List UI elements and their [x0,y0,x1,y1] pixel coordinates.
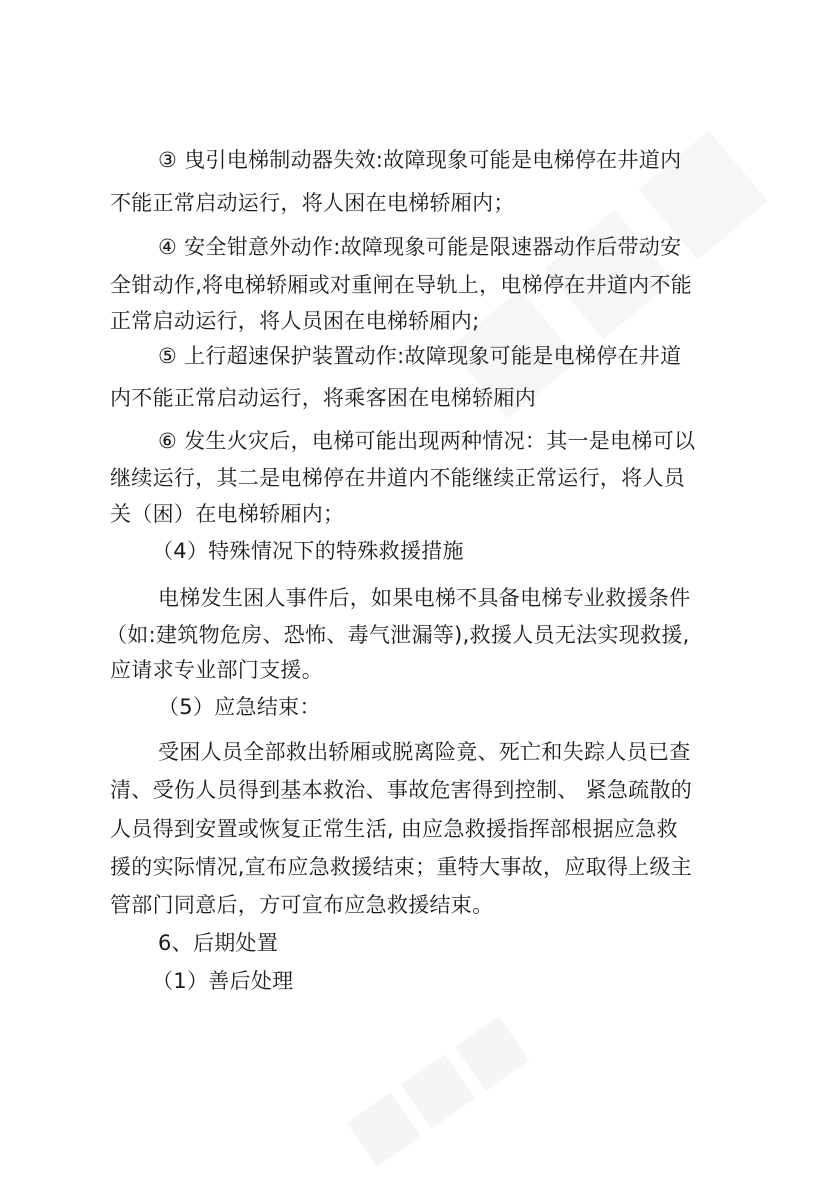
text-line: ⑤ 上行超速保护装置动作:故障现象可能是电梯停在井道 [158,344,682,368]
text-line: ⑥ 发生火灾后，电梯可能出现两种情况：其一是电梯可以 [158,429,696,453]
section-heading: （4）特殊情况下的特殊救援措施 [152,539,464,563]
section-heading: 6、后期处置 [158,931,279,955]
watermark-bottom [330,996,540,1177]
text-line: 不能正常启动运行，将人困在电梯轿厢内； [110,191,515,215]
section-heading: （1）善后处理 [152,969,294,993]
text-line: （如:建筑物危房、恐怖、毒气泄漏等),救援人员无法实现救援, [106,623,690,647]
text-line: 全钳动作,将电梯轿厢或对重闸在导轨上，电梯停在井道内不能 [110,273,693,297]
text-line: 应请求专业部门支援。 [110,658,323,682]
text-line: 内不能正常启动运行，将乘客困在电梯轿厢内 [110,386,536,410]
text-line: 正常启动运行，将人员困在电梯轿厢内; [110,309,480,333]
text-line: 援的实际情况,宣布应急救援结束；重特大事故，应取得上级主 [110,855,693,879]
text-line: 电梯发生困人事件后，如果电梯不具备电梯专业救援条件 [158,586,691,610]
text-line: 关（困）在电梯轿厢内； [110,502,345,526]
text-line: 人员得到安置或恢复正常生活, 由应急救援指挥部根据应急救 [110,817,678,841]
text-line: 受困人员全部救出轿厢或脱离险竟、死亡和失踪人员已查 [158,740,691,764]
text-line: 继续运行，其二是电梯停在井道内不能继续正常运行，将人员 [110,466,686,490]
text-line: ④ 安全钳意外动作:故障现象可能是限速器动作后带动安 [158,235,682,259]
text-line: 清、受伤人员得到基本救治、事故危害得到控制、 紧急疏散的 [110,778,693,802]
text-line: 管部门同意后，方可宣布应急救援结束。 [110,893,494,917]
text-line: ③ 曳引电梯制动器失效:故障现象可能是电梯停在井道内 [158,148,682,172]
section-heading: （5）应急结束： [158,695,321,719]
